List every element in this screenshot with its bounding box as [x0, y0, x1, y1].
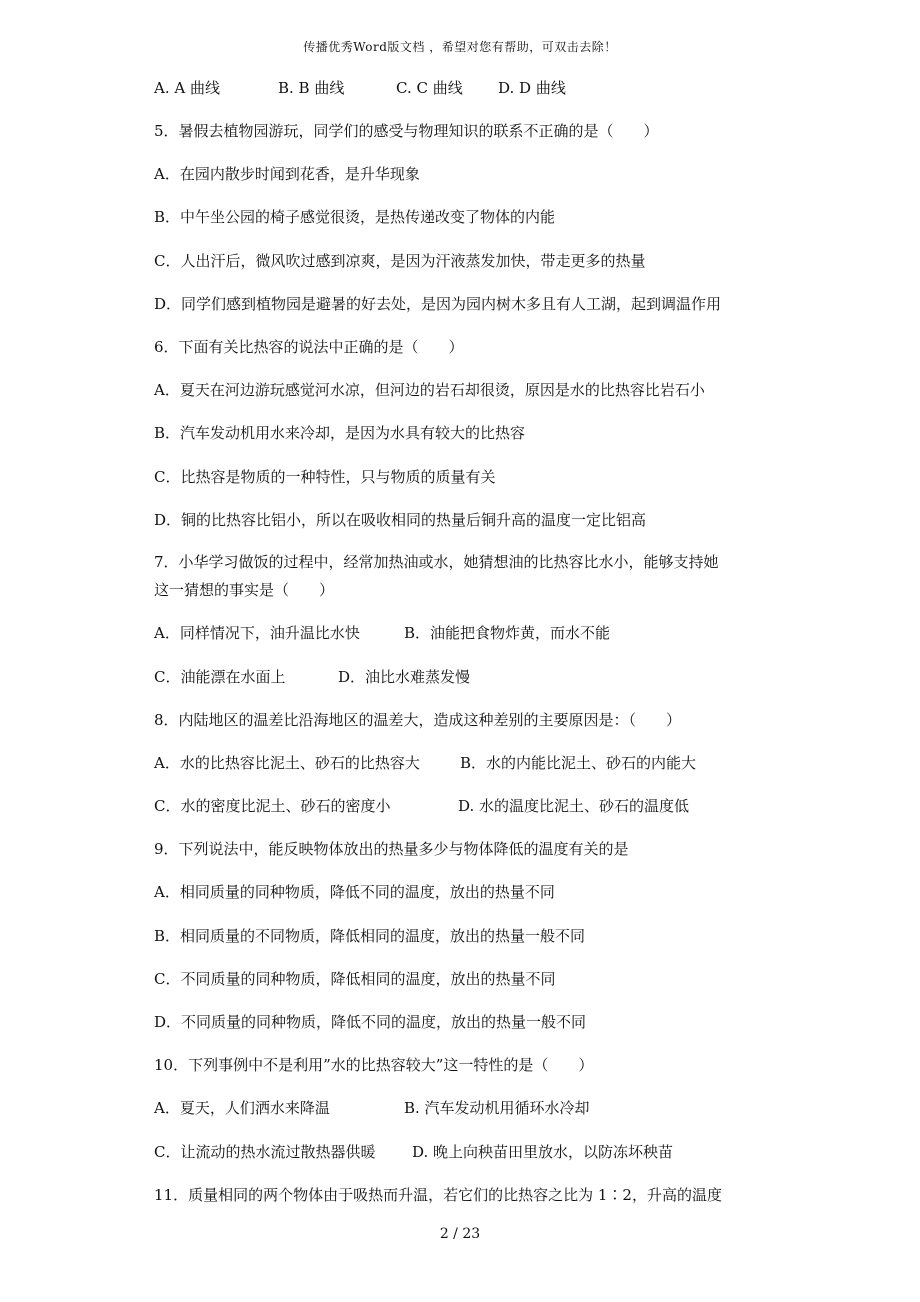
question-7-options-cd — [154, 667, 794, 687]
option-b: B. B 曲线 — [278, 79, 345, 97]
question-5-stem: 5．暑假去植物园游玩，同学们的感受与物理知识的联系不正确的是（ ） — [154, 122, 659, 140]
question-5-option-d: D．同学们感到植物园是避暑的好去处，是因为园内树木多且有人工湖，起到调温作用 — [154, 295, 722, 313]
question-9-option-b: B．相同质量的不同物质，降低相同的温度，放出的热量一般不同 — [154, 927, 586, 945]
option-a: A．水的比热容比泥土、砂石的比热容大 — [154, 754, 420, 772]
question-10-options-cd — [154, 1142, 794, 1162]
question-10-options-ab — [154, 1098, 794, 1118]
option-a: A. A 曲线 — [154, 79, 220, 97]
option-c: C．水的密度比泥土、砂石的密度小 — [154, 797, 391, 815]
document-header-note: 传播优秀Word版文档 ，希望对您有帮助，可双击去除！ — [303, 40, 617, 54]
question-5-option-a: A．在园内散步时闻到花香，是升华现象 — [154, 165, 420, 183]
question-7-options-ab — [154, 623, 794, 643]
question-6-stem: 6．下面有关比热容的说法中正确的是（ ） — [154, 338, 464, 356]
question-8-stem: 8．内陆地区的温差比沿海地区的温差大，造成这种差别的主要原因是：（ ） — [154, 711, 682, 729]
question-9-option-a: A．相同质量的同种物质，降低不同的温度，放出的热量不同 — [154, 883, 555, 901]
question-6-option-a: A．夏天在河边游玩感觉河水凉，但河边的岩石却很烫，原因是水的比热容比岩石小 — [154, 381, 705, 399]
question-8-options-cd — [154, 796, 794, 816]
option-b: B. 汽车发动机用循环水冷却 — [404, 1099, 590, 1117]
option-d: D. 晚上向秧苗田里放水，以防冻坏秧苗 — [412, 1143, 674, 1161]
option-a: A．同样情况下，油升温比水快 — [154, 624, 360, 642]
option-c: C．让流动的热水流过散热器供暖 — [154, 1143, 376, 1161]
option-b: B．水的内能比泥土、砂石的内能大 — [460, 754, 697, 772]
page-number: 2 / 23 — [439, 1226, 481, 1242]
question-11-stem: 11．质量相同的两个物体由于吸热而升温，若它们的比热容之比为 1∶2，升高的温度 — [154, 1186, 722, 1204]
question-4-options — [154, 78, 794, 98]
option-d: D. 水的温度比泥土、砂石的温度低 — [458, 797, 690, 815]
question-9-option-d: D．不同质量的同种物质，降低不同的温度，放出的热量一般不同 — [154, 1013, 587, 1031]
question-6-option-d: D．铜的比热容比铝小，所以在吸收相同的热量后铜升高的温度一定比铝高 — [154, 511, 647, 529]
question-8-options-ab — [154, 753, 794, 773]
question-9-option-c: C．不同质量的同种物质，降低相同的温度，放出的热量不同 — [154, 970, 556, 988]
question-5-option-b: B．中午坐公园的椅子感觉很烫，是热传递改变了物体的内能 — [154, 208, 556, 226]
option-a: A．夏天，人们洒水来降温 — [154, 1099, 330, 1117]
question-7-stem-line-1: 7．小华学习做饭的过程中，经常加热油或水，她猜想油的比热容比水小，能够支持她 — [154, 553, 719, 571]
option-c: C. C 曲线 — [396, 79, 463, 97]
question-5-option-c: C．人出汗后，微风吹过感到凉爽，是因为汗液蒸发加快，带走更多的热量 — [154, 252, 646, 270]
question-10-stem: 10．下列事例中不是利用”水的比热容较大”这一特性的是（ ） — [154, 1056, 594, 1074]
option-c: C．油能漂在水面上 — [154, 668, 286, 686]
question-6-option-b: B．汽车发动机用水来冷却，是因为水具有较大的比热容 — [154, 424, 526, 442]
question-9-stem: 9．下列说法中，能反映物体放出的热量多少与物体降低的温度有关的是 — [154, 840, 629, 858]
option-d: D．油比水难蒸发慢 — [338, 668, 471, 686]
question-7-stem-line-2: 这一猜想的事实是（ ） — [154, 581, 335, 599]
question-6-option-c: C．比热容是物质的一种特性，只与物质的质量有关 — [154, 468, 496, 486]
option-d: D. D 曲线 — [498, 79, 566, 97]
option-b: B．油能把食物炸黄，而水不能 — [404, 624, 611, 642]
